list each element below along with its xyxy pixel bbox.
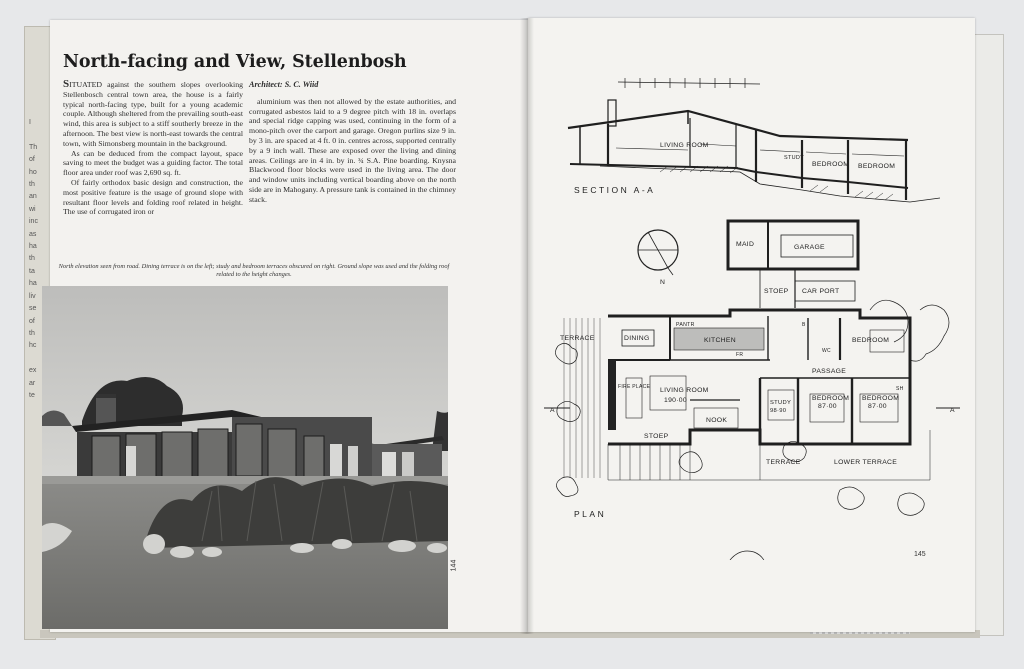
section-label-bedroom-1: BEDROOM (812, 161, 850, 168)
plan-room-labels (550, 241, 955, 466)
label-b: B (802, 322, 806, 328)
room-stoep-top: STOEP (764, 288, 789, 295)
room-dining: DINING (624, 335, 650, 342)
page-number-left: 144 (450, 559, 458, 572)
room-passage: PASSAGE (812, 368, 847, 375)
photo-caption: North elevation seen from road. Dining terrace is on the left; study and bedroom terraces obscured on right. Ground slope was used and the folding roof related to the height changes. (58, 263, 450, 278)
section-title: SECTION A-A (574, 185, 656, 195)
label-sh: SH (896, 386, 904, 392)
page-number-right: 145 (914, 551, 926, 558)
room-maid: MAID (736, 241, 755, 248)
paragraph-3: Of fairly orthodox basic design and construction, the most positive feature is the usage of ground slope with resultant floor levels and folding roof related in height. The use of corrugated iron or (63, 177, 243, 217)
north-label: N (660, 279, 666, 286)
book-gutter (520, 18, 534, 634)
section-drawing (568, 78, 940, 202)
house-photograph (42, 286, 448, 629)
north-arrow (638, 230, 678, 275)
room-carport: CAR PORT (802, 288, 840, 295)
section-label-bedroom-2: BEDROOM (858, 163, 896, 170)
room-bedroom-1: BEDROOM (812, 395, 850, 402)
drop-cap: S (63, 78, 70, 90)
plan-title: PLAN (574, 509, 607, 519)
room-study-dim: 98·90 (770, 408, 787, 414)
section-label-living: LIVING ROOM (660, 142, 709, 149)
room-lower-terrace: LOWER TERRACE (834, 459, 898, 466)
paragraph-4: aluminium was then not allowed by the estate authorities, and corrugated asbestos laid to a 9 degree pitch with 18 in. overlaps and special ridge capping was used, continuing in the form of a mono-pitch over the carport and garage. Oregon purlins size 9 in. by 3 in. are spaced at 4 ft. 0 in. centres across, supported centrally by a 9 inch wall. These are exposed over the living and dining areas. Ceilings are in 4 in. by in. ¾ S.A. Pine boarding. Knysna Blackwood floor blocks were used in the living area. The door and window units including vertical boarding above on the north side are in Mahogany. A pressure tank is contained in the chimney stack. (249, 96, 456, 204)
room-study: STUDY (770, 400, 792, 406)
room-fireplace: FIRE PLACE (618, 384, 651, 390)
room-garage: GARAGE (794, 244, 825, 251)
section-mark-left: A (550, 407, 555, 414)
room-terrace-bottom: TERRACE (766, 459, 801, 466)
section-label-study: STUDY (784, 155, 805, 161)
architect-credit: Architect: S. C. Wiid (249, 80, 319, 89)
room-bedroom-2: BEDROOM (862, 395, 900, 402)
room-pantry: PANTR (676, 322, 695, 328)
house-photo-image (42, 286, 448, 629)
room-kitchen: KITCHEN (704, 337, 736, 344)
paragraph-1-text: ITUATED against the southern slopes overlooking Stellenbosch central town area, the house is a fairly typical north-facing type, built for a young academic couple. Although sheltered from the prevailing south-east wind, this area is subject to a stiff southerly breeze in the afternoon. The best view is north-east towards the central town, with Simonsberg mountain in the background. (63, 80, 243, 148)
underlying-page-text-fragment: I Th of ho th an wi inc as ha th ta ha liv se of th hc ex ar te (29, 119, 38, 399)
room-terrace-left: TERRACE (560, 335, 595, 342)
room-bedroom-2-dim: 87·00 (868, 403, 887, 410)
room-bedroom-top: BEDROOM (852, 337, 890, 344)
text-column-2 (249, 80, 456, 205)
architectural-drawings (540, 60, 960, 560)
article-title: North-facing and View, Stellenbosh (63, 52, 407, 72)
text-column-1 (63, 80, 243, 217)
paragraph-2: As can be deduced from the compact layout, space saving to meet the budget was a guiding factor. The total floor area under roof was 2,690 sq. ft. (63, 148, 243, 178)
label-wc: WC (822, 348, 831, 354)
room-bedroom-1-dim: 87·00 (818, 403, 837, 410)
section-mark-right: A (950, 407, 955, 414)
room-nook: NOOK (706, 417, 728, 424)
room-stoep-bottom: STOEP (644, 433, 669, 440)
room-living-dim: 190·00 (664, 397, 687, 404)
room-living: LIVING ROOM (660, 387, 709, 394)
paragraph-1 (63, 80, 243, 149)
label-fr: FR (736, 352, 744, 358)
